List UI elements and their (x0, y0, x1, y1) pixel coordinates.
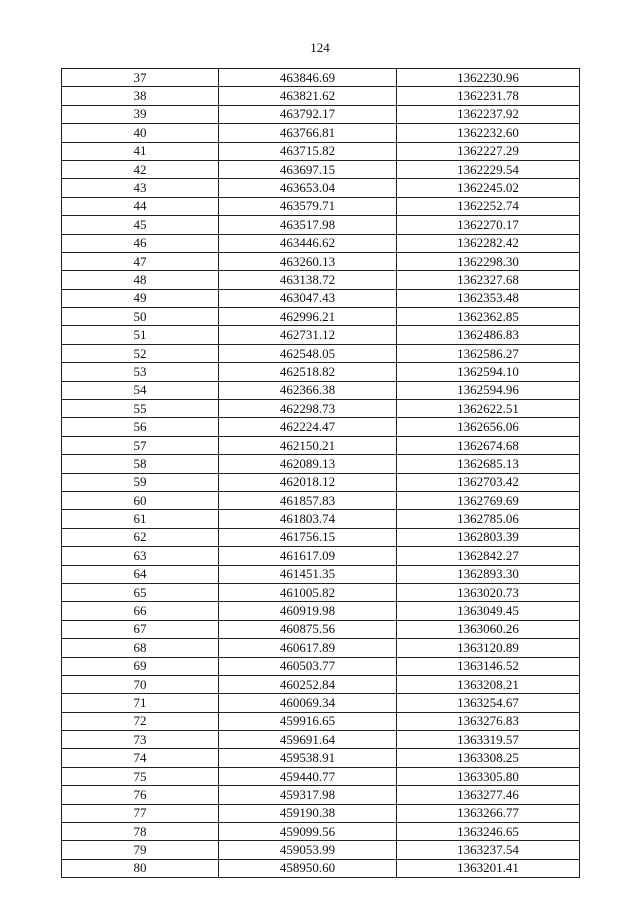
table-row (62, 160, 580, 178)
x-coordinate-cell: 463697.15 (219, 160, 397, 178)
y-coordinate-cell: 1362586.27 (397, 344, 580, 362)
y-coordinate-cell: 1363020.73 (397, 583, 580, 601)
y-coordinate-cell: 1362594.10 (397, 363, 580, 381)
table-row (62, 234, 580, 252)
x-coordinate-cell: 461857.83 (219, 491, 397, 509)
x-coordinate-cell: 460919.98 (219, 602, 397, 620)
x-coordinate-cell: 463653.04 (219, 179, 397, 197)
point-number-cell: 63 (62, 547, 219, 565)
x-coordinate-cell: 462518.82 (219, 363, 397, 381)
table-row (62, 197, 580, 215)
table-row (62, 694, 580, 712)
table-row (62, 602, 580, 620)
page-number: 124 (310, 40, 330, 55)
table-row (62, 142, 580, 160)
x-coordinate-cell: 462298.73 (219, 400, 397, 418)
x-coordinate-cell: 462548.05 (219, 344, 397, 362)
y-coordinate-cell: 1362893.30 (397, 565, 580, 583)
point-number-cell: 52 (62, 344, 219, 362)
x-coordinate-cell: 461756.15 (219, 528, 397, 546)
y-coordinate-cell: 1362685.13 (397, 455, 580, 473)
x-coordinate-cell: 459916.65 (219, 712, 397, 730)
table-row (62, 639, 580, 657)
x-coordinate-cell: 463047.43 (219, 289, 397, 307)
y-coordinate-cell: 1363237.54 (397, 841, 580, 859)
x-coordinate-cell: 459538.91 (219, 749, 397, 767)
point-number-cell: 43 (62, 179, 219, 197)
y-coordinate-cell: 1362237.92 (397, 105, 580, 123)
y-coordinate-cell: 1363276.83 (397, 712, 580, 730)
table-row (62, 510, 580, 528)
x-coordinate-cell: 462089.13 (219, 455, 397, 473)
table-row (62, 105, 580, 123)
point-number-cell: 46 (62, 234, 219, 252)
table-row (62, 528, 580, 546)
table-row (62, 841, 580, 859)
y-coordinate-cell: 1362674.68 (397, 436, 580, 454)
table-row (62, 731, 580, 749)
point-number-cell: 69 (62, 657, 219, 675)
table-row (62, 749, 580, 767)
point-number-cell: 72 (62, 712, 219, 730)
table-row (62, 179, 580, 197)
x-coordinate-cell: 463821.62 (219, 87, 397, 105)
y-coordinate-cell: 1363266.77 (397, 804, 580, 822)
point-number-cell: 54 (62, 381, 219, 399)
x-coordinate-cell: 458950.60 (219, 859, 397, 877)
y-coordinate-cell: 1362327.68 (397, 271, 580, 289)
y-coordinate-cell: 1362231.78 (397, 87, 580, 105)
table-row (62, 804, 580, 822)
table-row (62, 326, 580, 344)
point-number-cell: 39 (62, 105, 219, 123)
table-row (62, 344, 580, 362)
y-coordinate-cell: 1362486.83 (397, 326, 580, 344)
point-number-cell: 74 (62, 749, 219, 767)
x-coordinate-cell: 459440.77 (219, 767, 397, 785)
y-coordinate-cell: 1362803.39 (397, 528, 580, 546)
y-coordinate-cell: 1363060.26 (397, 620, 580, 638)
point-number-cell: 42 (62, 160, 219, 178)
x-coordinate-cell: 462224.47 (219, 418, 397, 436)
y-coordinate-cell: 1362594.96 (397, 381, 580, 399)
y-coordinate-cell: 1362230.96 (397, 69, 580, 87)
x-coordinate-cell: 463260.13 (219, 252, 397, 270)
table-row (62, 289, 580, 307)
point-number-cell: 67 (62, 620, 219, 638)
point-number-cell: 65 (62, 583, 219, 601)
x-coordinate-cell: 463138.72 (219, 271, 397, 289)
x-coordinate-cell: 463846.69 (219, 69, 397, 87)
point-number-cell: 40 (62, 124, 219, 142)
x-coordinate-cell: 463792.17 (219, 105, 397, 123)
x-coordinate-cell: 462018.12 (219, 473, 397, 491)
table-row (62, 436, 580, 454)
table-row (62, 455, 580, 473)
point-number-cell: 76 (62, 786, 219, 804)
point-number-cell: 57 (62, 436, 219, 454)
table-row (62, 675, 580, 693)
x-coordinate-cell: 459691.64 (219, 731, 397, 749)
table-row (62, 308, 580, 326)
table-row (62, 381, 580, 399)
y-coordinate-cell: 1363308.25 (397, 749, 580, 767)
table-row (62, 547, 580, 565)
x-coordinate-cell: 461617.09 (219, 547, 397, 565)
point-number-cell: 61 (62, 510, 219, 528)
point-number-cell: 48 (62, 271, 219, 289)
point-number-cell: 64 (62, 565, 219, 583)
coordinates-table (61, 68, 580, 878)
table-row (62, 859, 580, 877)
x-coordinate-cell: 462996.21 (219, 308, 397, 326)
x-coordinate-cell: 463446.62 (219, 234, 397, 252)
table-row (62, 252, 580, 270)
table-row (62, 216, 580, 234)
x-coordinate-cell: 462150.21 (219, 436, 397, 454)
y-coordinate-cell: 1363146.52 (397, 657, 580, 675)
y-coordinate-cell: 1363277.46 (397, 786, 580, 804)
point-number-cell: 71 (62, 694, 219, 712)
table-row (62, 69, 580, 87)
table-row (62, 87, 580, 105)
x-coordinate-cell: 460875.56 (219, 620, 397, 638)
point-number-cell: 73 (62, 731, 219, 749)
table-row (62, 620, 580, 638)
y-coordinate-cell: 1362703.42 (397, 473, 580, 491)
x-coordinate-cell: 461451.35 (219, 565, 397, 583)
x-coordinate-cell: 460503.77 (219, 657, 397, 675)
point-number-cell: 70 (62, 675, 219, 693)
table-row (62, 473, 580, 491)
point-number-cell: 78 (62, 823, 219, 841)
y-coordinate-cell: 1362282.42 (397, 234, 580, 252)
y-coordinate-cell: 1362769.69 (397, 491, 580, 509)
y-coordinate-cell: 1362362.85 (397, 308, 580, 326)
point-number-cell: 60 (62, 491, 219, 509)
table-row (62, 418, 580, 436)
y-coordinate-cell: 1363254.67 (397, 694, 580, 712)
table-row (62, 712, 580, 730)
table-row (62, 786, 580, 804)
y-coordinate-cell: 1362785.06 (397, 510, 580, 528)
x-coordinate-cell: 461005.82 (219, 583, 397, 601)
y-coordinate-cell: 1363201.41 (397, 859, 580, 877)
point-number-cell: 38 (62, 87, 219, 105)
y-coordinate-cell: 1362229.54 (397, 160, 580, 178)
y-coordinate-cell: 1362227.29 (397, 142, 580, 160)
point-number-cell: 75 (62, 767, 219, 785)
y-coordinate-cell: 1362353.48 (397, 289, 580, 307)
point-number-cell: 77 (62, 804, 219, 822)
y-coordinate-cell: 1362656.06 (397, 418, 580, 436)
x-coordinate-cell: 463579.71 (219, 197, 397, 215)
point-number-cell: 47 (62, 252, 219, 270)
point-number-cell: 49 (62, 289, 219, 307)
point-number-cell: 44 (62, 197, 219, 215)
point-number-cell: 80 (62, 859, 219, 877)
table-row (62, 767, 580, 785)
x-coordinate-cell: 462731.12 (219, 326, 397, 344)
table-row (62, 823, 580, 841)
x-coordinate-cell: 460252.84 (219, 675, 397, 693)
point-number-cell: 56 (62, 418, 219, 436)
point-number-cell: 53 (62, 363, 219, 381)
point-number-cell: 37 (62, 69, 219, 87)
point-number-cell: 58 (62, 455, 219, 473)
x-coordinate-cell: 459053.99 (219, 841, 397, 859)
point-number-cell: 41 (62, 142, 219, 160)
y-coordinate-cell: 1362270.17 (397, 216, 580, 234)
table-row (62, 124, 580, 142)
y-coordinate-cell: 1363120.89 (397, 639, 580, 657)
y-coordinate-cell: 1363246.65 (397, 823, 580, 841)
point-number-cell: 51 (62, 326, 219, 344)
y-coordinate-cell: 1363319.57 (397, 731, 580, 749)
coordinates-table-body (62, 69, 580, 878)
y-coordinate-cell: 1362245.02 (397, 179, 580, 197)
point-number-cell: 66 (62, 602, 219, 620)
point-number-cell: 55 (62, 400, 219, 418)
y-coordinate-cell: 1363208.21 (397, 675, 580, 693)
table-row (62, 400, 580, 418)
table-row (62, 565, 580, 583)
y-coordinate-cell: 1362842.27 (397, 547, 580, 565)
point-number-cell: 68 (62, 639, 219, 657)
table-row (62, 271, 580, 289)
x-coordinate-cell: 460617.89 (219, 639, 397, 657)
y-coordinate-cell: 1362252.74 (397, 197, 580, 215)
x-coordinate-cell: 459317.98 (219, 786, 397, 804)
table-row (62, 657, 580, 675)
x-coordinate-cell: 461803.74 (219, 510, 397, 528)
y-coordinate-cell: 1363049.45 (397, 602, 580, 620)
point-number-cell: 79 (62, 841, 219, 859)
table-row (62, 363, 580, 381)
y-coordinate-cell: 1363305.80 (397, 767, 580, 785)
x-coordinate-cell: 463715.82 (219, 142, 397, 160)
point-number-cell: 59 (62, 473, 219, 491)
point-number-cell: 62 (62, 528, 219, 546)
x-coordinate-cell: 459190.38 (219, 804, 397, 822)
table-row (62, 491, 580, 509)
x-coordinate-cell: 463517.98 (219, 216, 397, 234)
x-coordinate-cell: 459099.56 (219, 823, 397, 841)
y-coordinate-cell: 1362622.51 (397, 400, 580, 418)
y-coordinate-cell: 1362232.60 (397, 124, 580, 142)
y-coordinate-cell: 1362298.30 (397, 252, 580, 270)
x-coordinate-cell: 462366.38 (219, 381, 397, 399)
x-coordinate-cell: 460069.34 (219, 694, 397, 712)
table-row (62, 583, 580, 601)
x-coordinate-cell: 463766.81 (219, 124, 397, 142)
point-number-cell: 50 (62, 308, 219, 326)
point-number-cell: 45 (62, 216, 219, 234)
